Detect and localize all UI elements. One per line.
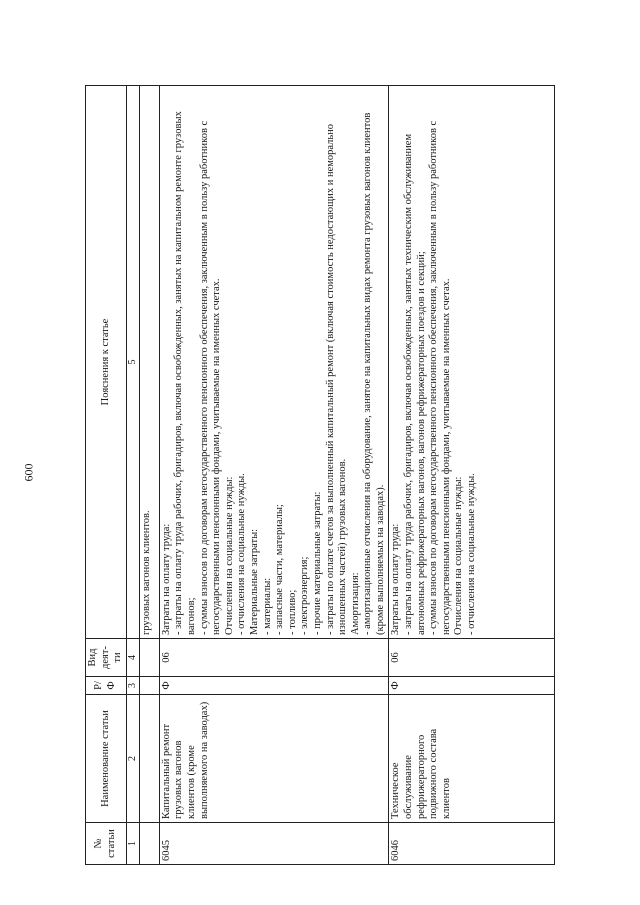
explanation-line: - запасные части, материалы;	[274, 504, 286, 635]
column-number-row	[126, 86, 139, 865]
cost-items-table	[85, 85, 555, 865]
explanation-line: Амортизация:	[349, 572, 361, 635]
column-number: 1	[126, 823, 139, 865]
item-name: Техническое обслуживание рефрижераторного подвижного состава клиентов	[389, 695, 555, 823]
item-rf: Ф	[389, 677, 555, 695]
column-number: 5	[126, 86, 139, 639]
item-number: 6046	[389, 823, 555, 865]
explanation-line: - материалы:	[261, 577, 273, 635]
explanation-line: - топливо;	[286, 589, 298, 635]
explanation-line: - затраты по оплате счетов за выполненный капитальный ремонт (включая стоимость недостающих и неморально изношенных частей) грузовых вагонов.	[324, 123, 349, 635]
header-item-name: Наименование статьи	[86, 695, 127, 823]
item-activity: 06	[159, 639, 389, 677]
header-item-number: № статьи	[86, 823, 127, 865]
explanation-line: - затраты на оплату труда рабочих, бригадиров, включая освобожденных, занятых на капитальном ремонте грузовых вагонов;	[173, 111, 197, 635]
table-row-6045	[159, 86, 389, 865]
table-row-6046	[389, 86, 555, 865]
continuation-text: грузовых вагонов клиентов.	[139, 86, 159, 639]
explanation-line: Отчисления на социальные нужды:	[223, 476, 235, 635]
explanation-line: - суммы взносов по договорам негосударственного пенсионного обеспечения, заключенным в пользу работников с негосударственными пенсионными фондами, учитываемые на именных счетах.	[198, 120, 223, 635]
item-name: Капитальный ремонт грузовых вагонов клиентов (кроме выполняемого на заводах)	[159, 695, 389, 823]
rotated-table-container	[85, 85, 555, 865]
page-number: 600	[21, 463, 36, 482]
header-explanation: Пояснения к статье	[86, 86, 127, 639]
item-number: 6045	[159, 823, 389, 865]
explanation-line: Материальные затраты:	[248, 528, 260, 635]
explanation-line: Затраты на оплату труда:	[390, 523, 402, 635]
column-number: 3	[126, 677, 139, 695]
continuation-row	[139, 86, 159, 865]
explanation-line: - затраты на оплату труда рабочих, бригадиров, включая освобожденных, занятых техническим обслуживанием автономных рефрижераторных вагонов, вагонов рефрижераторных поездов и секций;	[403, 133, 427, 635]
column-number: 2	[126, 695, 139, 823]
explanation-line: - отчисления на социальные нужды.	[466, 473, 478, 635]
header-row	[86, 86, 127, 865]
header-activity-type: Вид деят-ти	[86, 639, 127, 677]
item-explanation	[389, 86, 555, 639]
item-activity: 06	[389, 639, 555, 677]
explanation-line: - амортизационные отчисления на оборудование, занятое на капитальных видах ремонта грузовых вагонов клиентов (кроме выполняемых на заводах).	[362, 112, 386, 635]
explanation-line: - суммы взносов по договорам негосударственного пенсионного обеспечения, заключенным в пользу работников с негосударственными пенсионными фондами, учитываемые на именных счетах.	[428, 120, 452, 635]
header-rf: Р/Ф	[86, 677, 127, 695]
explanation-line: - прочие материальные затраты:	[311, 491, 323, 635]
explanation-line: Отчисления на социальные нужды:	[453, 476, 465, 635]
explanation-line: - электроэнергия;	[299, 556, 311, 635]
item-rf: Ф	[159, 677, 389, 695]
column-number: 4	[126, 639, 139, 677]
item-explanation	[159, 86, 389, 639]
explanation-line: - отчисления на социальные нужды.	[236, 473, 248, 635]
explanation-line: Затраты на оплату труда:	[160, 523, 172, 635]
